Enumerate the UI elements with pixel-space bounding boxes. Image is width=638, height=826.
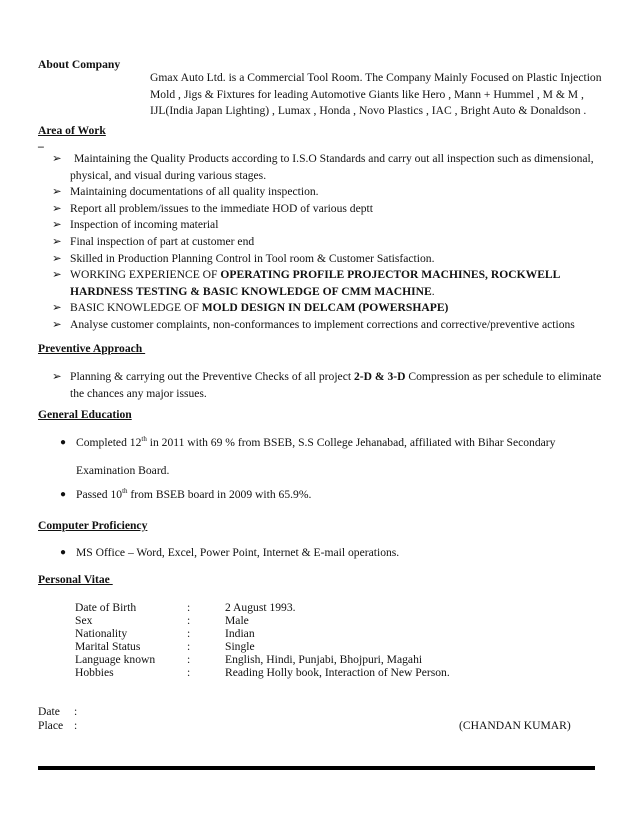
bullet-icon: ●	[60, 547, 67, 558]
vitae-colon: :	[187, 653, 191, 666]
computer-heading: Computer Proficiency	[38, 519, 148, 532]
area-of-work-heading: Area of Work	[38, 124, 106, 137]
list-item-text: Maintaining the Quality Products according to I.S.O Standards and carry out all inspection such as dimensional,	[74, 152, 594, 165]
list-item-text: Compression as per schedule to eliminate	[405, 370, 602, 383]
arrow-bullet-icon: ➢	[52, 218, 62, 232]
list-item	[52, 184, 604, 201]
vitae-colon: :	[187, 614, 191, 627]
vitae-value: Indian	[225, 627, 255, 640]
list-item	[52, 369, 604, 402]
area-of-work-list	[52, 151, 604, 334]
list-item-text: Maintaining documentations of all quality inspection.	[70, 185, 319, 199]
vitae-colon: :	[187, 601, 191, 614]
list-item-text: the chances any major issues.	[70, 386, 207, 400]
education-list-2	[60, 487, 580, 502]
bullet-icon: ●	[60, 437, 67, 448]
list-item	[52, 251, 604, 268]
vitae-value: 2 August 1993.	[225, 601, 296, 614]
about-line: Mold , Jigs & Fixtures for leading Automotive Giants like Hero , Mann + Hummel , M & M ,	[150, 87, 584, 101]
list-item-text: Skilled in Production Planning Control in Tool room & Customer Satisfaction.	[70, 251, 435, 265]
place-colon: :	[74, 719, 78, 732]
arrow-bullet-icon: ➢	[52, 185, 62, 199]
list-item	[52, 267, 604, 300]
arrow-bullet-icon: ➢	[52, 201, 62, 215]
list-item-text: Inspection of incoming material	[70, 218, 219, 232]
date-colon: :	[74, 705, 78, 718]
list-item-bold: 2-D & 3-D	[353, 370, 406, 383]
list-item-text: physical, and visual during various stages.	[70, 168, 267, 182]
list-item-text: in 2011 with 69 % from BSEB, S.S College Jehanabad, affiliated with Bihar Secondary	[146, 436, 556, 449]
list-item	[52, 201, 604, 218]
preventive-heading: Preventive Approach	[38, 342, 146, 355]
vitae-colon: :	[187, 627, 191, 640]
education-list	[60, 435, 580, 478]
place-label: Place	[38, 719, 64, 732]
arrow-bullet-icon: ➢	[52, 370, 62, 383]
vitae-key: Language known	[75, 653, 156, 666]
list-item-text: BASIC KNOWLEDGE OF	[70, 301, 202, 315]
vitae-key: Nationality	[75, 627, 128, 640]
signature-name: (CHANDAN KUMAR)	[459, 719, 571, 732]
vitae-key: Hobbies	[75, 666, 114, 679]
vitae-key: Marital Status	[75, 640, 141, 653]
personal-heading: Personal Vitae	[38, 573, 113, 586]
vitae-value: English, Hindi, Punjabi, Bhojpuri, Magahi	[225, 653, 423, 666]
list-item-text: Final inspection of part at customer end	[70, 234, 255, 248]
arrow-bullet-icon: ➢	[52, 152, 62, 165]
list-item	[52, 151, 604, 184]
list-item-text: Planning & carrying out the Preventive Checks of all project	[70, 370, 354, 383]
list-item	[52, 300, 604, 317]
list-item	[52, 317, 604, 334]
list-item-text: Examination Board.	[76, 464, 170, 477]
arrow-bullet-icon: ➢	[52, 301, 62, 315]
list-item-text: Analyse customer complaints, non-conformances to implement corrections and corrective/preventive actions	[70, 317, 575, 331]
arrow-bullet-icon: ➢	[52, 317, 62, 331]
about-line: Gmax Auto Ltd. is a Commercial Tool Room. The Company Mainly Focused on Plastic Injection	[150, 71, 602, 84]
bullet-icon: ●	[60, 489, 67, 500]
list-item	[60, 435, 580, 478]
vitae-value: Reading Holly book, Interaction of New Person.	[225, 666, 450, 679]
list-item	[52, 234, 604, 251]
list-item-bold: HARDNESS TESTING & BASIC KNOWLEDGE OF CMM MACHINE	[70, 284, 432, 298]
preventive-list	[52, 369, 604, 402]
list-item	[52, 217, 604, 234]
list-item-text: Report all problem/issues to the immediate HOD of various deptt	[70, 201, 373, 215]
list-item-text: Passed 10	[76, 488, 123, 501]
about-text	[150, 70, 610, 120]
list-item-bold: OPERATING PROFILE PROJECTOR MACHINES, ROCKWELL	[220, 268, 561, 282]
computer-list	[60, 545, 580, 560]
superscript: th	[141, 435, 147, 444]
vitae-colon: :	[187, 666, 191, 679]
education-heading: General Education	[38, 408, 132, 421]
vitae-key: Date of Birth	[75, 601, 137, 614]
footer-rule	[38, 766, 595, 770]
area-dash: _	[38, 136, 44, 149]
list-item	[60, 487, 580, 502]
list-item-text: Completed 12	[76, 436, 142, 449]
about-heading: About Company	[38, 58, 121, 71]
list-item-text: from BSEB board in 2009 with 65.9%.	[127, 488, 312, 501]
vitae-key: Sex	[75, 614, 93, 627]
list-item-bold: MOLD DESIGN IN DELCAM (POWERSHAPE)	[201, 301, 449, 315]
list-item-text: MS Office – Word, Excel, Power Point, Internet & E-mail operations.	[76, 546, 400, 559]
list-item-text: .	[431, 284, 435, 298]
about-line: IJL(India Japan Lighting) , Lumax , Honda , Novo Plastics , IAC , Bright Auto & Donaldson .	[150, 104, 587, 117]
list-item-text: WORKING EXPERIENCE OF	[70, 268, 221, 282]
date-label: Date	[38, 705, 60, 718]
list-item	[60, 545, 580, 560]
vitae-value: Male	[225, 614, 249, 627]
vitae-colon: :	[187, 640, 191, 653]
vitae-value: Single	[225, 640, 255, 653]
arrow-bullet-icon: ➢	[52, 268, 62, 282]
arrow-bullet-icon: ➢	[52, 251, 62, 265]
arrow-bullet-icon: ➢	[52, 234, 62, 248]
superscript: th	[122, 487, 128, 496]
